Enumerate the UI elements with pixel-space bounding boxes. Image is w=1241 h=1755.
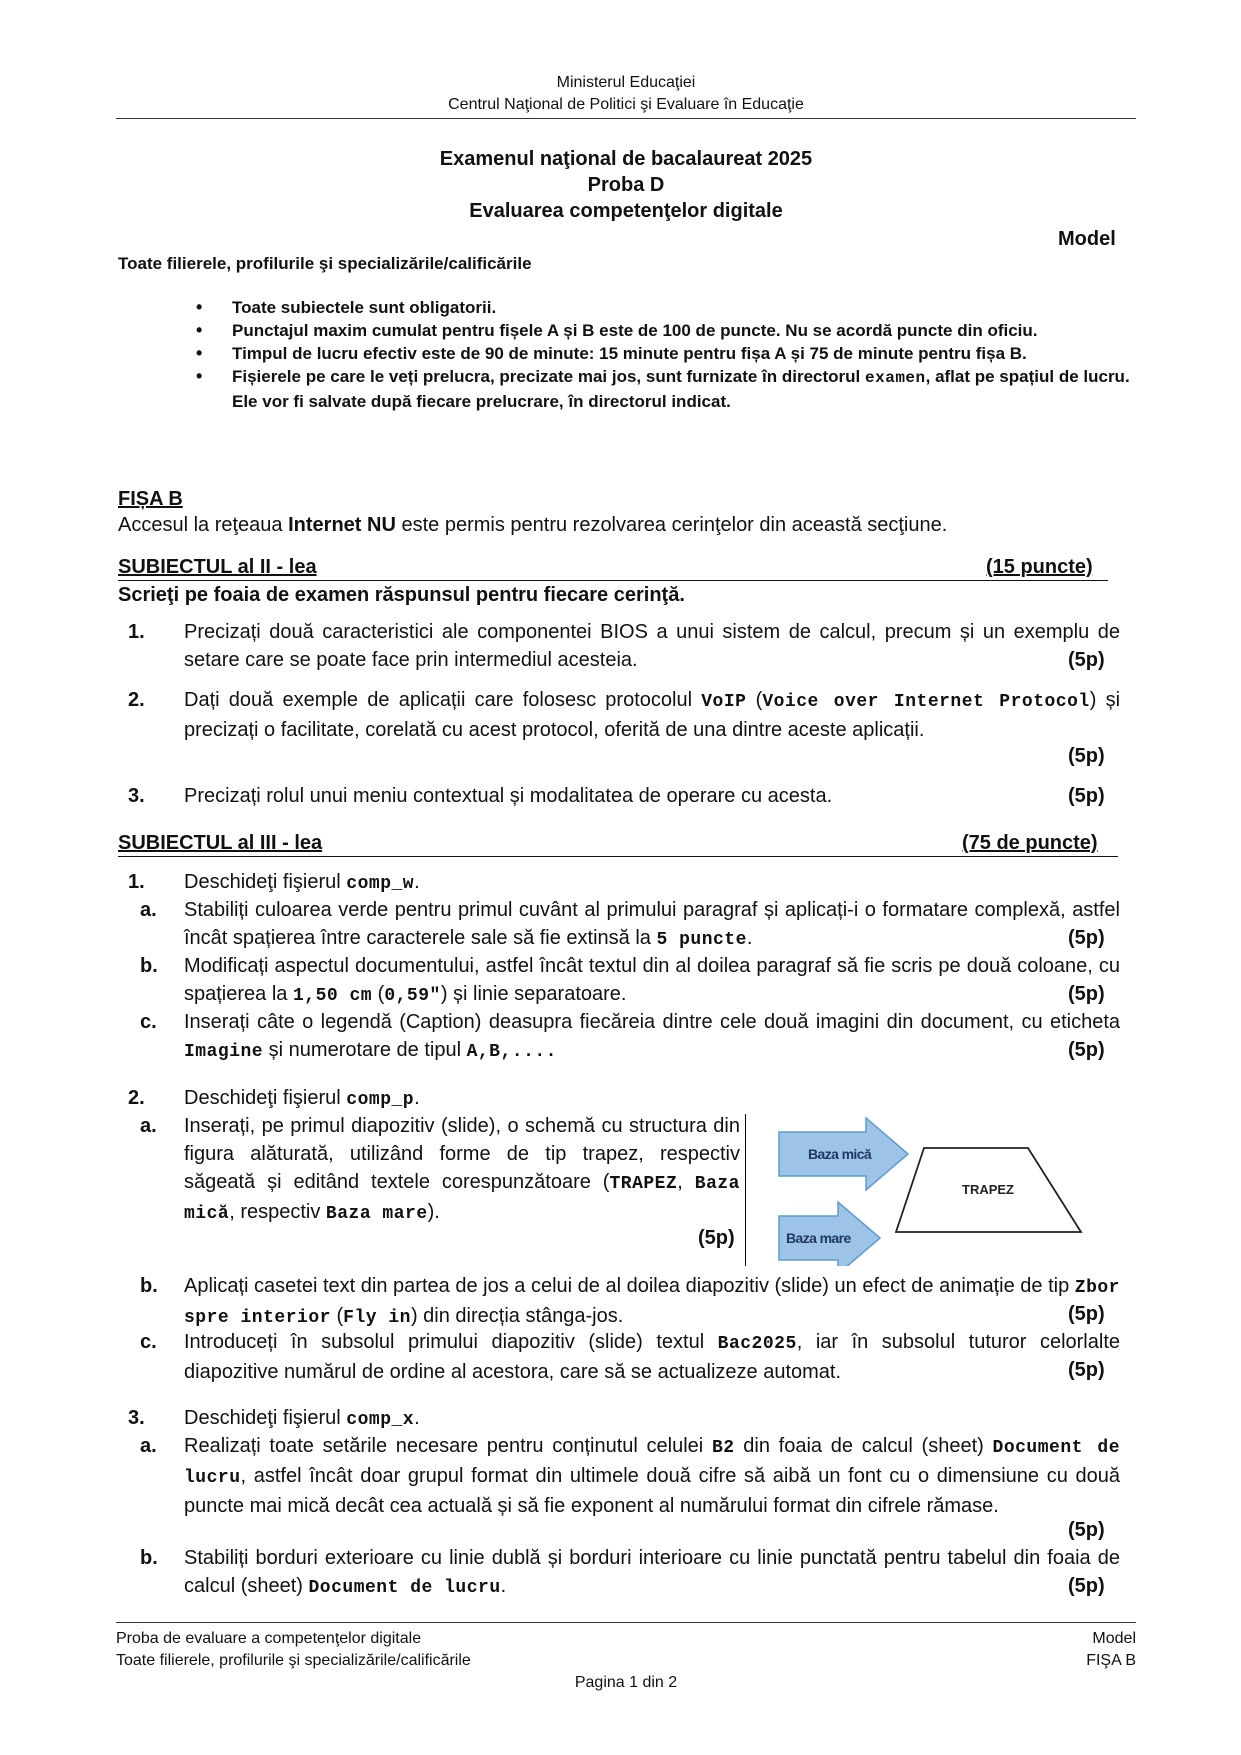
exam-proba: Proba D [587,174,665,196]
footer-right [1000,1628,1136,1672]
subject-3-title: SUBIECTUL al III - lea [118,832,323,854]
problem-2a-text: Inserați, pe primul diapozitiv (slide), o schemă cu structura din figura alăturată, utilizând forme de tip trapez, respectiv săgeată și editând textele corespunzătoare (TRAPEZ, Baza mică, respectiv Baza mare). [184,1115,740,1224]
subject-3-points: (75 de puncte) [962,832,1098,854]
ministry-name: Ministerul Educaţiei [556,74,696,91]
footer-model: Model [1092,1630,1136,1647]
rules-list [196,296,1136,413]
subpoint-letter: b. [140,1275,158,1297]
question-2-points: (5p) [1068,745,1105,767]
question-1-points: (5p) [1068,649,1105,671]
problem-1a-points: (5p) [1068,927,1105,949]
problem-number: 1. [128,871,145,893]
subject-3-underline [118,856,1118,857]
problem-1b-text: Modificați aspectul documentului, astfel încât textul din al doilea paragraf să fie scris pe două coloane, cu spațierea la 1,50 cm (0,59″) și linie separatoare. [184,955,1120,1006]
subpoint-letter: a. [140,1115,157,1137]
arrow-big-base-label: Baza mare [786,1230,851,1246]
directory-code: examen [865,369,926,387]
scheme-svg [746,1114,1086,1266]
question-2-text: Dați două exemple de aplicații care folosesc protocolul VoIP (Voice over Internet Protocol) și precizați o facilitate, corelată cu acest protocol, oferită de una dintre aceste aplicații. [184,689,1121,741]
arrow-small-base-label: Baza mică [808,1146,872,1162]
problem-2b-text: Aplicați casetei text din partea de jos a celui de al doilea diapozitiv (slide) un efect de animație de tip Zbor spre interior (Fly in) din direcția stânga-jos. [184,1275,1120,1328]
footer-fisa: FIŞA B [1086,1652,1136,1669]
problem-1-open: Deschideţi fişierul comp_w. [184,871,420,894]
problem-3a-text: Realizați toate setările necesare pentru conținutul celulei B2 din foaia de calcul (sheet) Document de lucru, astfel încât doar grupul format din ultimele două cifre să aibă un font cu o dimensiune cu două puncte mai mică decât cea actuală și să fie exponent al numărului format din cifrele rămase. [184,1435,1120,1517]
problem-3b-points: (5p) [1068,1575,1105,1597]
problem-2-open: Deschideţi fişierul comp_p. [184,1087,420,1110]
problem-2c-points: (5p) [1068,1359,1105,1381]
center-name: Centrul Naţional de Politici şi Evaluare în Educaţie [448,96,804,113]
problem-3b-text: Stabiliți borduri exterioare cu linie dublă și borduri interioare cu linie punctată pentru tabelul din foaia de calcul (sheet) Document de lucru. [184,1547,1120,1598]
subpoint-letter: a. [140,899,157,921]
problem-1a-text: Stabiliți culoarea verde pentru primul cuvânt al primului paragraf și aplicați-i o formatare complexă, astfel încât spațierea între caracterele sale să fie extinsă la 5 puncte. [184,899,1120,950]
problem-3a-points: (5p) [1068,1519,1105,1541]
subject-2-instruction: Scrieţi pe foaia de examen răspunsul pentru fiecare cerinţă. [118,584,685,606]
trapez-label: TRAPEZ [962,1182,1014,1197]
page-number: Pagina 1 din 2 [574,1674,678,1691]
problem-2b-points: (5p) [1068,1303,1105,1325]
problem-1c-text: Inserați câte o legendă (Caption) deasupra fiecăreia dintre cele două imagini din document, cu eticheta Imagine și numerotare de tipul A,B,.... [184,1011,1120,1062]
ministry-header [116,72,1136,116]
rule-item: • Punctajul maxim cumulat pentru fișele A și B este de 100 de puncte. Nu se acordă puncte din oficiu. [196,319,1136,342]
question-number: 2. [128,689,145,711]
fisa-title: FIȘA B [118,488,183,510]
internet-notice: Accesul la reţeaua Internet NU este permis pentru rezolvarea cerinţelor din această secţiune. [118,514,948,536]
question-1-text: Precizați două caracteristici ale componentei BIOS a unui sistem de calcul, precum și un exemplu de setare care se poate face prin intermediul acesteia. [184,621,1120,671]
exam-name: Examenul naţional de bacalaureat 2025 [439,148,813,170]
question-number: 1. [128,621,145,643]
subpoint-letter: b. [140,955,158,977]
footer-divider [116,1622,1136,1623]
problem-number: 2. [128,1087,145,1109]
footer-left [116,1628,471,1672]
header-divider [116,118,1136,119]
rule-item: • Toate subiectele sunt obligatorii. [196,296,1136,319]
file-name: comp_p [346,1090,415,1110]
rule-item: • Timpul de lucru efectiv este de 90 de minute: 15 minute pentru fișa A și 75 de minute pentru fișa B. [196,342,1136,365]
subject-2-points: (15 puncte) [986,556,1093,578]
file-name: comp_x [346,1410,415,1430]
subpoint-letter: b. [140,1547,158,1569]
model-label: Model [1058,228,1116,250]
problem-number: 3. [128,1407,145,1429]
subpoint-letter: c. [140,1331,157,1353]
exam-subtitle: Evaluarea competenţelor digitale [469,200,783,222]
exam-title [116,146,1136,224]
problem-3-open: Deschideţi fişierul comp_x. [184,1407,420,1430]
subject-2-underline [118,580,1108,581]
footer-filiere: Toate filierele, profilurile şi specializările/calificările [116,1652,471,1669]
question-3-points: (5p) [1068,785,1105,807]
rule-item: • Fișierele pe care le veți prelucra, precizate mai jos, sunt furnizate în directorul examen, aflat pe spațiul de lucru. Ele vor fi salvate după fiecare prelucrare, în directorul indicat. [196,365,1136,413]
question-number: 3. [128,785,145,807]
problem-2c-text: Introduceți în subsolul primului diapozitiv (slide) textul Bac2025, iar în subsolul tuturor celorlalte diapozitive numărul de ordine al acestora, care să se actualizeze automat. [184,1331,1121,1383]
subpoint-letter: a. [140,1435,157,1457]
problem-1b-points: (5p) [1068,983,1105,1005]
subpoint-letter: c. [140,1011,157,1033]
filiere-label: Toate filierele, profilurile şi specializările/calificările [118,254,532,273]
subject-2-title: SUBIECTUL al II - lea [118,556,317,578]
file-name: comp_w [346,874,415,894]
problem-1c-points: (5p) [1068,1039,1105,1061]
question-3-text: Precizați rolul unui meniu contextual și modalitatea de operare cu acesta. [184,785,833,807]
footer-exam-name: Proba de evaluare a competenţelor digitale [116,1630,422,1647]
problem-2a-points: (5p) [698,1227,735,1249]
trapez-scheme-figure [745,1114,1086,1266]
